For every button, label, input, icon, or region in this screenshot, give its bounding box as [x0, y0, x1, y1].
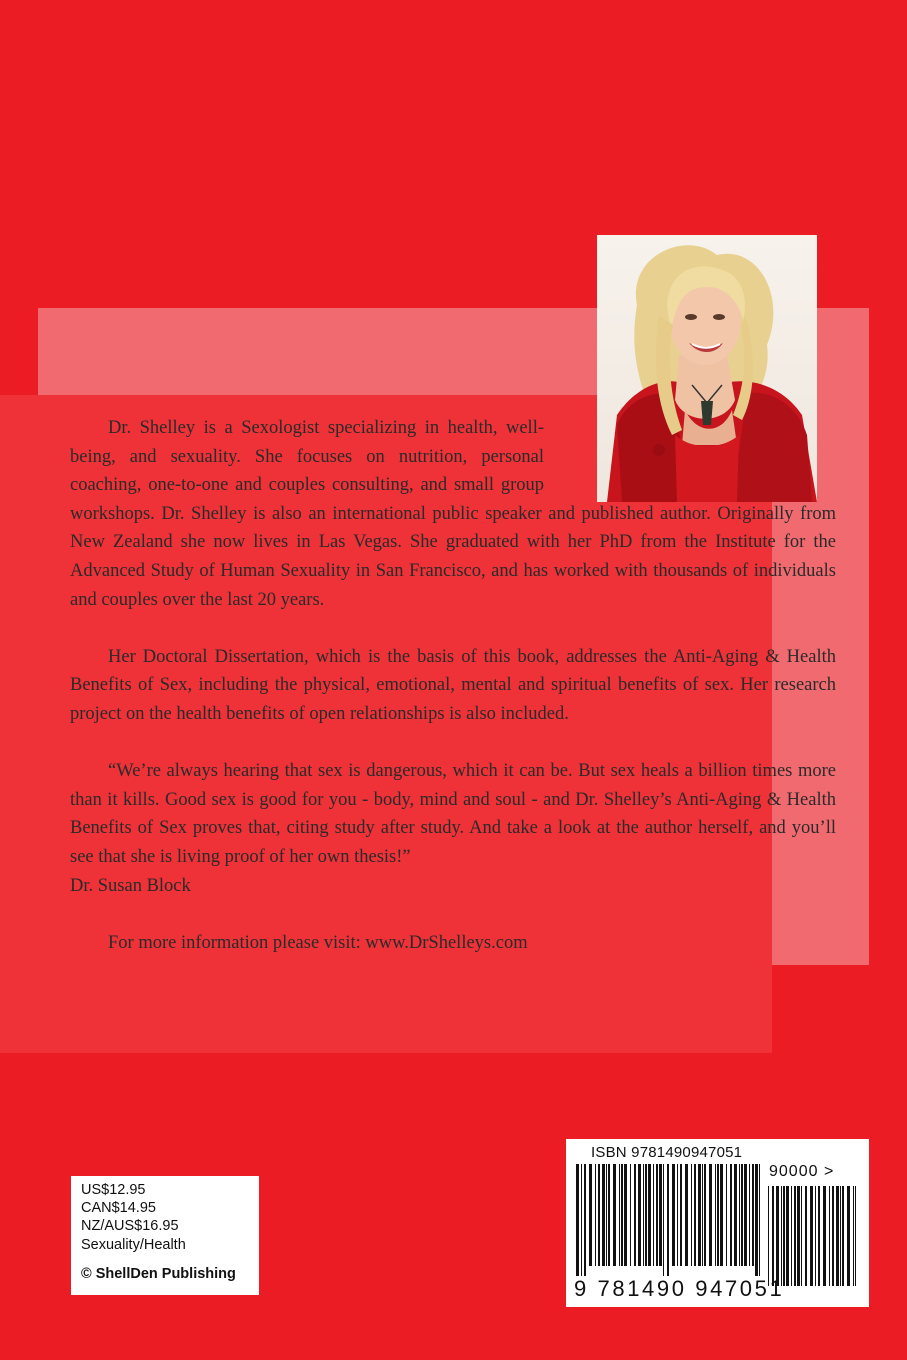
- barcode-bar: [667, 1164, 669, 1276]
- price-box: [71, 1176, 259, 1295]
- barcode-bar: [576, 1164, 579, 1276]
- barcode-bar: [734, 1164, 737, 1266]
- barcode-bar: [691, 1164, 692, 1266]
- barcode-bar: [663, 1164, 664, 1276]
- barcode-bar: [776, 1186, 779, 1286]
- price-us: US$12.95: [81, 1182, 146, 1198]
- barcode-bar: [741, 1164, 743, 1266]
- barcode-bar: [818, 1186, 820, 1286]
- barcode-bar: [613, 1164, 616, 1266]
- barcode-bar: [621, 1164, 623, 1266]
- barcode-bar: [624, 1164, 627, 1266]
- barcode-bar: [602, 1164, 605, 1266]
- barcode-bar: [781, 1186, 782, 1286]
- price-can: CAN$14.95: [81, 1200, 156, 1217]
- photo-wrap-spacer: [544, 414, 836, 498]
- barcode-bar: [842, 1186, 844, 1286]
- barcode-bar: [836, 1186, 839, 1286]
- barcode-bar: [805, 1186, 807, 1286]
- barcode-bar: [608, 1164, 610, 1266]
- barcode-bar: [786, 1186, 789, 1286]
- barcode-bar: [595, 1164, 596, 1266]
- barcode-bar: [643, 1164, 644, 1266]
- barcode-bar: [847, 1186, 850, 1286]
- back-cover-text: [70, 414, 836, 986]
- barcode-bar: [823, 1186, 826, 1286]
- barcode-bar: [794, 1186, 796, 1286]
- barcode-bar: [855, 1186, 856, 1286]
- barcode-bar: [645, 1164, 647, 1266]
- barcode-bar: [709, 1164, 712, 1266]
- barcode-bar: [739, 1164, 740, 1266]
- barcode-bar: [755, 1164, 758, 1276]
- barcode-bar: [694, 1164, 696, 1266]
- barcode-bar: [685, 1164, 688, 1266]
- barcode-bar: [704, 1164, 706, 1266]
- barcode-bar: [680, 1164, 682, 1266]
- barcode-bar: [717, 1164, 719, 1266]
- barcode-bar: [749, 1164, 750, 1266]
- barcode-bar: [752, 1164, 754, 1266]
- barcode-bar: [634, 1164, 636, 1266]
- barcode-bar: [589, 1164, 592, 1266]
- barcode-bar: [659, 1164, 662, 1266]
- barcode-bar: [638, 1164, 641, 1266]
- barcode-bar: [759, 1164, 760, 1276]
- barcode-bar: [801, 1186, 802, 1286]
- barcode-bar: [653, 1164, 654, 1266]
- category-label: Sexuality/Health: [81, 1236, 186, 1253]
- barcode-bar: [832, 1186, 834, 1286]
- barcode-bar: [581, 1164, 582, 1276]
- barcode-bar: [720, 1164, 723, 1266]
- barcode-bar: [783, 1186, 785, 1286]
- barcode-bar: [730, 1164, 732, 1266]
- barcode-bar: [726, 1164, 727, 1266]
- barcode-bar: [630, 1164, 631, 1266]
- barcode-bar: [715, 1164, 716, 1266]
- barcode-bar: [598, 1164, 600, 1266]
- ean-barcode: [576, 1164, 761, 1276]
- barcode-bar: [829, 1186, 830, 1286]
- quote-attribution: Dr. Susan Block: [70, 875, 191, 896]
- barcode-bar: [584, 1164, 586, 1276]
- addon-code: 90000 >: [769, 1163, 835, 1180]
- barcode-bar: [698, 1164, 701, 1266]
- barcode-bar: [672, 1164, 675, 1266]
- barcode-box: [566, 1139, 869, 1307]
- barcode-bar: [840, 1186, 841, 1286]
- barcode-bar: [797, 1186, 800, 1286]
- bio-paragraph-1: [70, 414, 836, 614]
- barcode-bar: [619, 1164, 620, 1266]
- barcode-bar: [853, 1186, 854, 1286]
- bio-paragraph-2: Her Doctoral Dissertation, which is the basis of this book, addresses the Anti-Aging & Health Benefits of Sex, including the physical, emotional, mental and spiritual benefits of sex. Her research project on the health benefits of open relationships is also included.: [70, 646, 836, 724]
- ean-digits: 9 781490 947051: [574, 1276, 785, 1301]
- barcode-bar: [815, 1186, 816, 1286]
- quote-text: “We’re always hearing that sex is dangerous, which it can be. But sex heals a billion times more than it kills. Good sex is good for you - body, mind and soul - and Dr. Shelley’s Anti-Aging & Health Benefits of Sex proves that, citing study after study. And take a look at the author herself, and you’ll see that she is living proof of her own thesis!”: [70, 761, 836, 867]
- barcode-bar: [810, 1186, 813, 1286]
- barcode-bar: [656, 1164, 658, 1266]
- more-info-line: For more information please visit: www.DrShelleys.com: [108, 932, 528, 953]
- barcode-bar: [648, 1164, 651, 1266]
- price-nz-aus: NZ/AUS$16.95: [81, 1218, 179, 1235]
- isbn-label: ISBN 9781490947051: [591, 1144, 743, 1161]
- publisher-label: © ShellDen Publishing: [81, 1265, 236, 1282]
- bio-text-1: Dr. Shelley is a Sexologist specializing in health, well-being, and sexuality. She focuses on nutrition, personal coaching, one-to-one and couples consulting, and small group workshops. Dr. Shelley is also an international public speaker and published author. Originally from New Zealand she now lives in Las Vegas. She graduated with her PhD from the Institute for the Advanced Study of Human Sexuality in San Francisco, and has worked with thousands of individuals and couples over the last 20 years.: [70, 418, 836, 610]
- barcode-bar: [791, 1186, 792, 1286]
- barcode-bar: [768, 1186, 769, 1286]
- endorsement-quote: [70, 757, 836, 900]
- barcode-bar: [677, 1164, 678, 1266]
- barcode-bar: [772, 1186, 774, 1286]
- barcode-bar: [606, 1164, 607, 1266]
- barcode-bar: [744, 1164, 747, 1266]
- barcode-bar: [702, 1164, 703, 1266]
